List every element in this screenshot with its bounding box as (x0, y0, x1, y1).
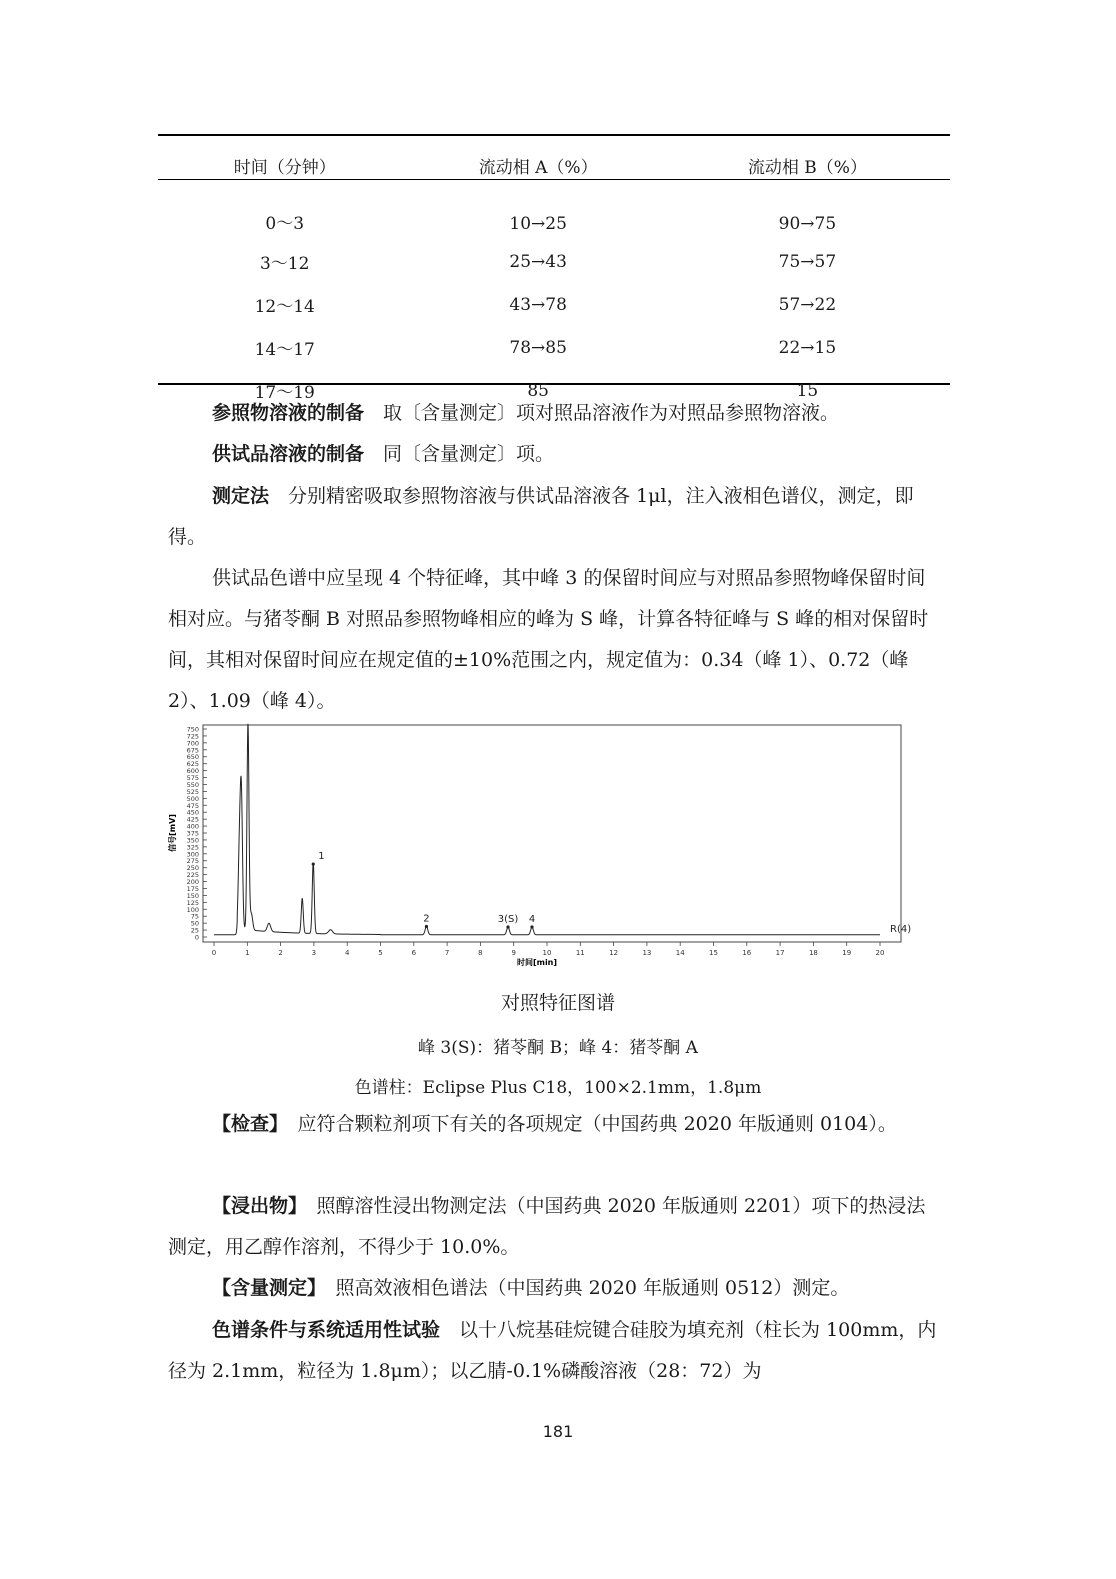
table-cell: 10→25 (509, 214, 567, 234)
chrom-cond-paragraph (168, 1310, 942, 1392)
y-tick-label: 450 (186, 808, 199, 817)
inspection-text: 应符合颗粒剂项下有关的各项规定（中国药典 2020 年版通则 0104）。 (297, 1113, 897, 1135)
table-cell: 43→78 (509, 294, 567, 315)
x-tick-label: 17 (775, 949, 785, 957)
table-row (158, 326, 950, 369)
inspection-label: 【检查】 (212, 1113, 279, 1135)
criteria-paragraph: 供试品色谱中应呈现 4 个特征峰，其中峰 3 的保留时间应与对照品参照物峰保留时间相对应。与猪苓酮 B 对照品参照物峰相应的峰为 S 峰，计算各特征峰与 S 峰的相对保留时间，其相对保留时间应在规定值的±10%范围之内，规定值为：0.34（峰 1）、0.72（峰 2）、1.09（峰 4）。 (168, 567, 929, 712)
y-tick-label: 25 (190, 926, 199, 935)
y-tick-label: 225 (186, 871, 199, 880)
page-number: 181 (542, 1422, 574, 1441)
table-cell: 0～3 (265, 214, 305, 234)
figure-note-column: 色谱柱：Eclipse Plus C18，100×2.1mm，1.8μm (354, 1078, 762, 1098)
x-tick-label: 10 (542, 949, 552, 957)
inspection-paragraph (168, 1104, 942, 1145)
x-tick-label: 9 (511, 949, 516, 957)
y-tick-label: 725 (186, 732, 199, 741)
figure-title: 对照特征图谱 (500, 992, 615, 1014)
x-tick-label: 0 (211, 949, 217, 957)
y-tick-label: 275 (186, 857, 199, 866)
trace-label: R(4) (890, 924, 912, 935)
table-cell: 22→15 (778, 337, 837, 358)
peak-label: 1 (318, 851, 325, 863)
x-axis-label: 时间[min] (516, 958, 558, 967)
y-tick-label: 250 (186, 864, 199, 873)
y-tick-label: 325 (186, 843, 199, 852)
y-tick-label: 550 (186, 780, 199, 789)
y-tick-label: 675 (186, 746, 199, 755)
x-tick-label: 4 (344, 949, 350, 957)
table-header-cell: 流动相 B（%） (747, 157, 867, 178)
y-tick-label: 575 (186, 774, 199, 783)
peak-label: 2 (423, 913, 430, 925)
y-tick-label: 175 (186, 884, 199, 893)
y-tick-label: 625 (186, 760, 199, 769)
y-tick-label: 500 (186, 794, 199, 803)
method-text: 分别精密吸取参照物溶液与供试品溶液各 1μl，注入液相色谱仪，测定，即得。 (168, 485, 914, 548)
assay-paragraph (168, 1268, 942, 1309)
table-cell: 75→57 (778, 251, 837, 272)
table-row (158, 283, 950, 326)
table-cell: 78→85 (509, 337, 567, 358)
x-tick-label: 11 (575, 949, 585, 957)
table-cell: 17～19 (254, 383, 315, 403)
table-cell: 90→75 (778, 214, 837, 234)
peak-marker (530, 925, 533, 928)
y-tick-label: 525 (186, 787, 199, 796)
x-tick-label: 7 (444, 949, 450, 957)
x-tick-label: 14 (675, 949, 685, 957)
peak-label: 4 (528, 914, 536, 926)
x-tick-label: 8 (478, 949, 483, 957)
table-cell: 15 (796, 380, 819, 401)
y-tick-label: 425 (186, 815, 199, 824)
ref-solution-text: 取〔含量测定〕项对照品溶液作为对照品参照物溶液。 (383, 402, 840, 424)
x-tick-label: 2 (278, 949, 283, 957)
y-tick-label: 750 (186, 725, 199, 734)
y-axis-label: 信号[mV] (168, 814, 177, 852)
y-tick-label: 400 (186, 822, 199, 831)
gradient-table (158, 145, 950, 412)
y-tick-label: 50 (190, 919, 199, 928)
x-tick-label: 6 (411, 949, 417, 957)
table-cell: 85 (527, 380, 549, 401)
test-solution-paragraph (168, 434, 942, 475)
y-tick-label: 475 (186, 801, 199, 810)
y-tick-label: 0 (194, 933, 199, 942)
extract-paragraph (168, 1186, 942, 1268)
table-cell: 25→43 (509, 251, 567, 272)
x-tick-label: 20 (875, 949, 885, 957)
chrom-cond-label: 色谱条件与系统适用性试验 (212, 1319, 441, 1341)
x-tick-label: 16 (742, 949, 752, 957)
table-cell: 57→22 (778, 294, 837, 315)
chart-background (165, 718, 905, 968)
peak-label: 3(S) (497, 914, 519, 926)
table-header-cell: 流动相 A（%） (478, 157, 598, 178)
y-tick-label: 75 (190, 912, 199, 921)
method-label: 测定法 (212, 485, 270, 507)
peak-marker (506, 925, 509, 928)
method-paragraph (168, 476, 942, 558)
x-tick-label: 15 (709, 949, 718, 957)
assay-label: 【含量测定】 (212, 1277, 317, 1299)
ref-solution-paragraph (168, 393, 942, 434)
y-tick-label: 300 (186, 850, 199, 859)
x-tick-label: 19 (842, 949, 852, 957)
y-tick-label: 150 (186, 891, 199, 900)
y-tick-label: 650 (186, 753, 199, 762)
assay-text: 照高效液相色谱法（中国药典 2020 年版通则 0512）测定。 (335, 1277, 850, 1299)
y-tick-label: 100 (186, 905, 199, 914)
peak-marker (312, 862, 315, 865)
y-tick-label: 700 (186, 739, 199, 748)
x-tick-label: 18 (808, 949, 818, 957)
x-tick-label: 3 (311, 949, 317, 957)
x-tick-label: 1 (245, 949, 250, 957)
extract-text: 照醇溶性浸出物测定法（中国药典 2020 年版通则 2201）项下的热浸法测定，用乙醇作溶剂，不得少于 10.0%。 (168, 1195, 926, 1258)
test-solution-label: 供试品溶液的制备 (212, 443, 365, 465)
y-tick-label: 350 (186, 836, 199, 845)
table-top-rule (158, 134, 950, 136)
peak-marker (425, 925, 428, 928)
table-cell: 3～12 (259, 254, 310, 274)
ref-solution-label: 参照物溶液的制备 (212, 402, 365, 424)
table-header-cell: 时间（分钟） (233, 157, 336, 178)
test-solution-text: 同〔含量测定〕项。 (383, 443, 555, 465)
chrom-cond-text: 以十八烷基硅烷键合硅胶为填充剂（柱长为 100mm，内径为 2.1mm，粒径为 1.8μm）；以乙腈-0.1%磷酸溶液（28：72）为 (168, 1319, 937, 1382)
extract-label: 【浸出物】 (212, 1195, 298, 1217)
table-row (158, 240, 950, 283)
x-tick-label: 13 (642, 949, 652, 957)
y-tick-label: 200 (186, 878, 199, 887)
table-cell: 14～17 (254, 340, 315, 360)
y-tick-label: 125 (186, 898, 199, 907)
table-cell: 12～14 (254, 297, 315, 317)
table-row (158, 185, 950, 240)
figure-note-peaks: 峰 3(S)：猪苓酮 B；峰 4：猪苓酮 A (418, 1038, 698, 1058)
y-tick-label: 600 (186, 767, 199, 776)
y-tick-label: 375 (186, 829, 199, 838)
chromatogram-chart (165, 718, 912, 968)
x-tick-label: 5 (378, 949, 383, 957)
x-tick-label: 12 (609, 949, 619, 957)
table-header-row (158, 145, 950, 185)
